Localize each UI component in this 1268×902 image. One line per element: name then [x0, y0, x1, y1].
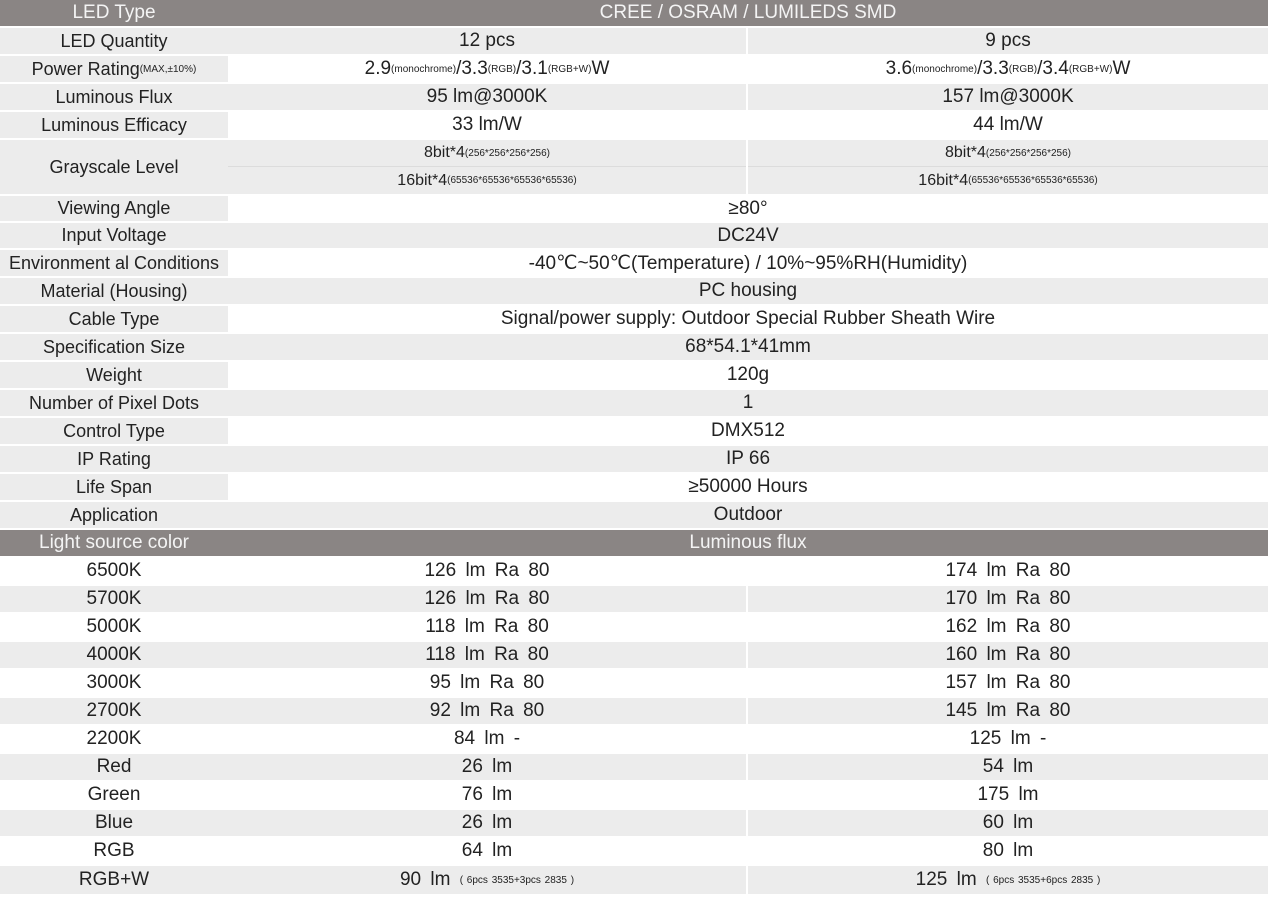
value-unit: W [591, 58, 610, 79]
cell-b [748, 866, 1268, 894]
cell-b: 80 lm [982, 840, 1034, 861]
table-row-spec-size [0, 334, 1268, 362]
table-row [0, 726, 1268, 754]
table-row-cable-type [0, 306, 1268, 334]
row-value: 68*54.1*41mm [685, 336, 811, 357]
cell-b: 125 lm - [969, 728, 1047, 749]
cell-a [228, 56, 748, 82]
table-row-ip-rating [0, 446, 1268, 474]
header-label: LED Type [72, 2, 156, 23]
table-row [0, 838, 1268, 866]
row-label: Green [87, 784, 141, 805]
row-label: Luminous Efficacy [0, 112, 228, 138]
value-unit: W [1112, 58, 1131, 79]
table-row [0, 698, 1268, 726]
table-row-led-quantity [0, 28, 1268, 56]
table-row-input-voltage [0, 223, 1268, 250]
row-value: DC24V [717, 224, 779, 246]
table-row-luminous-efficacy [0, 112, 1268, 140]
grayscale-line [748, 167, 1268, 194]
row-label: RGB+W [78, 869, 150, 890]
value-sub: (65536*65536*65536*65536) [447, 175, 577, 186]
row-label: Cable Type [0, 306, 228, 332]
value-sub: (RGB) [487, 63, 517, 75]
table-row-power-rating [0, 56, 1268, 84]
row-label: Blue [94, 812, 134, 833]
cell-b: 54 lm [982, 756, 1034, 777]
value-sub: (RGB+W) [547, 63, 592, 75]
cell-a: 92 lm Ra 80 [228, 698, 748, 724]
row-label: Life Span [0, 474, 228, 500]
value-part: /3.4 [1037, 58, 1069, 79]
value-note: ( 6pcs 3535+6pcs 2835 ) [985, 874, 1101, 886]
cell-b: 175 lm [977, 784, 1039, 805]
value-part: 90 lm [399, 869, 451, 890]
table-row-environment [0, 250, 1268, 278]
row-label: 2700K [86, 700, 142, 721]
row-label: Weight [0, 362, 228, 388]
table-row-pixel-dots [0, 390, 1268, 418]
row-label: IP Rating [77, 448, 151, 469]
row-value: PC housing [698, 280, 798, 301]
table-row-life-span [0, 474, 1268, 502]
row-label: Application [69, 504, 159, 525]
cell-a: 118 lm Ra 80 [228, 642, 748, 668]
cell-b: 157 lm@3000K [942, 86, 1074, 107]
row-value: 1 [742, 392, 754, 413]
table-row-application [0, 502, 1268, 530]
value-sub: (monochrome) [391, 63, 457, 75]
cell-b: 157 lm Ra 80 [945, 672, 1071, 693]
row-label: 6500K [86, 560, 142, 581]
cell-a [228, 140, 748, 194]
cell-b [748, 56, 1268, 82]
cell-a: 64 lm [228, 838, 748, 864]
row-label: 2200K [86, 728, 142, 749]
cell-a: 118 lm Ra 80 [228, 614, 748, 640]
table-row [0, 754, 1268, 782]
row-label [0, 56, 228, 82]
cell-a: 26 lm [228, 810, 748, 836]
header-value: CREE / OSRAM / LUMILEDS SMD [599, 2, 897, 23]
row-label: Environment al Conditions [0, 250, 228, 276]
cell-b: 60 lm [982, 812, 1034, 833]
row-label: Viewing Angle [0, 196, 228, 221]
table-header-led-type [0, 0, 1268, 28]
cell-a: 95 lm Ra 80 [228, 670, 748, 696]
table-row-material [0, 278, 1268, 306]
row-label: Luminous Flux [55, 86, 173, 107]
cell-b: 174 lm Ra 80 [945, 560, 1071, 581]
value-part: 8bit*4 [945, 144, 986, 161]
table-header-flux [0, 530, 1268, 558]
cell-b: 170 lm Ra 80 [945, 588, 1071, 609]
cell-a: 126 lm Ra 80 [228, 586, 748, 612]
grayscale-line [228, 140, 746, 167]
cell-a [228, 866, 748, 894]
row-value: ≥80° [728, 197, 768, 219]
row-label: Number of Pixel Dots [28, 392, 200, 413]
power-label-sub: (MAX,±10%) [139, 63, 197, 75]
cell-a: 12 pcs [228, 28, 748, 54]
row-value: Outdoor [713, 504, 783, 525]
row-value: DMX512 [711, 420, 785, 441]
value-part: 16bit*4 [918, 171, 969, 189]
row-label: Red [96, 756, 132, 777]
cell-b [748, 140, 1268, 194]
value-part: 16bit*4 [397, 171, 448, 189]
row-value: IP 66 [725, 448, 771, 469]
table-row [0, 558, 1268, 586]
table-row [0, 782, 1268, 810]
row-value: Signal/power supply: Outdoor Special Rubber Sheath Wire [500, 308, 996, 329]
cell-b: 9 pcs [985, 30, 1031, 51]
value-sub: (65536*65536*65536*65536) [968, 175, 1098, 186]
header-value: Luminous flux [689, 532, 807, 553]
value-sub: (RGB) [1008, 63, 1038, 75]
cell-a: 84 lm - [228, 726, 748, 752]
cell-b: 162 lm Ra 80 [945, 616, 1071, 637]
row-label: 5000K [86, 616, 142, 637]
row-label: Grayscale Level [49, 156, 179, 177]
row-label: RGB [93, 840, 135, 861]
table-row-weight [0, 362, 1268, 390]
row-label: 5700K [86, 588, 142, 609]
value-part: /3.3 [977, 58, 1009, 79]
value-note: ( 6pcs 3535+3pcs 2835 ) [459, 874, 575, 886]
value-sub: (monochrome) [912, 63, 978, 75]
value-sub: (256*256*256*256) [464, 147, 550, 159]
table-row [0, 614, 1268, 642]
cell-a: 33 lm/W [228, 112, 748, 138]
row-value: ≥50000 Hours [688, 476, 808, 497]
cell-a: 76 lm [228, 782, 748, 808]
value-sub: (RGB+W) [1068, 63, 1113, 75]
cell-b: 44 lm/W [973, 114, 1043, 135]
table-row-luminous-flux [0, 84, 1268, 112]
table-row [0, 810, 1268, 838]
cell-b: 145 lm Ra 80 [945, 700, 1071, 721]
value-sub: (256*256*256*256) [985, 147, 1071, 159]
grayscale-line [748, 140, 1268, 167]
value-part: 3.6 [885, 58, 913, 79]
cell-a: 95 lm@3000K [228, 84, 748, 110]
row-label: LED Quantity [60, 30, 168, 51]
value-part: 2.9 [364, 58, 392, 79]
value-part: 8bit*4 [424, 144, 465, 161]
row-label: Control Type [0, 418, 228, 444]
row-value: -40℃~50℃(Temperature) / 10%~95%RH(Humidity) [528, 252, 968, 274]
row-label: 3000K [86, 672, 142, 693]
table-row-rgbw [0, 866, 1268, 894]
table-row [0, 642, 1268, 670]
value-part: /3.1 [516, 58, 548, 79]
row-value: 120g [726, 364, 770, 385]
table-row-viewing-angle [0, 196, 1268, 223]
table-row [0, 586, 1268, 614]
value-part: /3.3 [456, 58, 488, 79]
table-row-grayscale [0, 140, 1268, 196]
table-row [0, 670, 1268, 698]
cell-a: 26 lm [228, 754, 748, 780]
cell-a: 126 lm Ra 80 [228, 558, 748, 584]
row-label: Specification Size [42, 336, 186, 357]
grayscale-line [228, 167, 746, 194]
cell-b: 160 lm Ra 80 [945, 644, 1071, 665]
row-label: Material (Housing) [40, 280, 188, 301]
row-label: Input Voltage [61, 225, 167, 245]
value-part: 125 lm [915, 869, 977, 890]
table-row-control-type [0, 418, 1268, 446]
power-label-main: Power Rating [31, 58, 140, 79]
row-label: 4000K [86, 644, 142, 665]
header-label: Light source color [39, 532, 189, 553]
